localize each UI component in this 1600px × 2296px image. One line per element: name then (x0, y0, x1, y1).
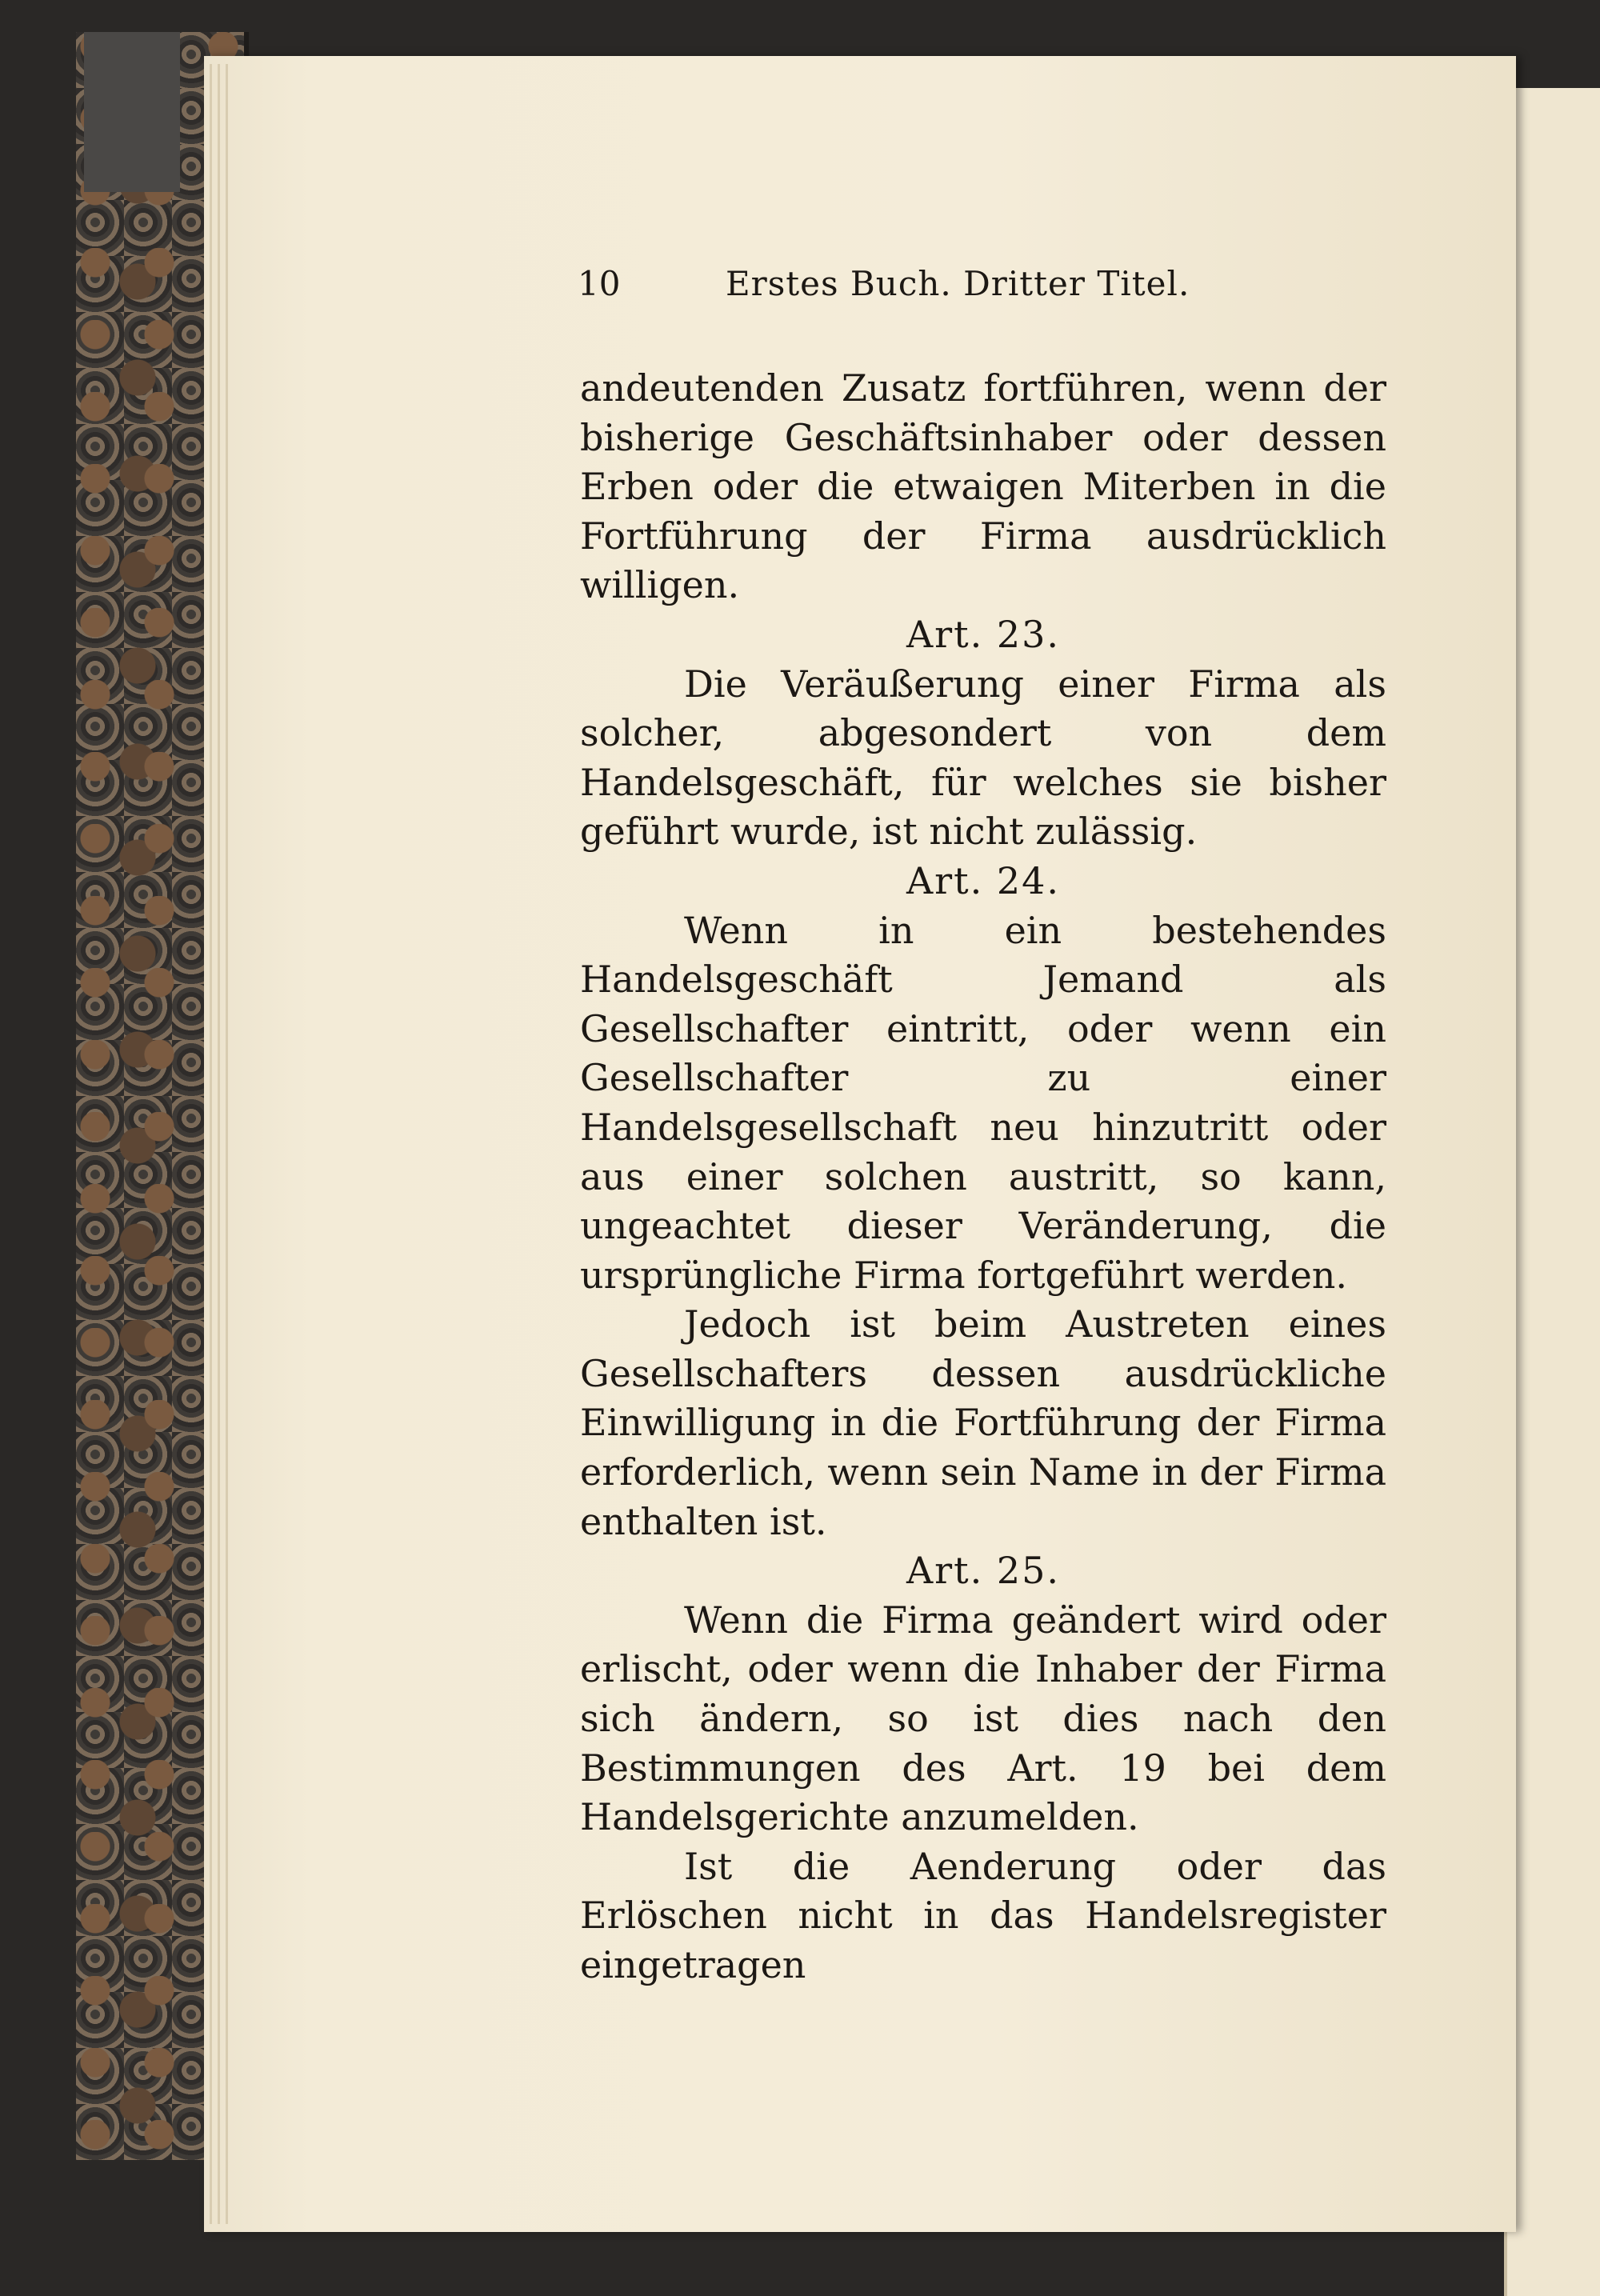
article-24-paragraph-2: Jedoch ist beim Austreten eines Gesellschafters dessen ausdrückliche Einwilligung in die Fortführung der Firma erforderlich, wenn sein Name in der Firma enthalten ist. (580, 1302, 1386, 1543)
running-title: Erstes Buch. Dritter Titel. (726, 264, 1190, 303)
article-24-paragraph-1: Wenn in ein bestehendes Handelsgeschäft Jemand als Gesellschafter eintritt, oder wenn ein Gesellschafter zu einer Handelsgesellschaft neu hinzutritt oder aus einer solchen austritt, so kann, ungeachtet dieser Veränderung, die ursprüngliche Firma fortgeführt werden. (580, 908, 1386, 1297)
article-23-heading: Art. 23. (906, 612, 1061, 656)
facing-page-edge (1504, 88, 1600, 2296)
page-number: 10 (578, 264, 621, 303)
page-stack-edge (226, 64, 228, 2224)
article-25-paragraph-1: Wenn die Firma geändert wird oder erlischt, oder wenn die Inhaber der Firma sich ändern, so ist dies nach den Bestimmungen des Art. 19 bei dem Handelsgerichte anzumelden. (580, 1598, 1386, 1839)
paragraph-continuation: andeutenden Zusatz fortführen, wenn der bisherige Geschäftsinhaber oder dessen Erben oder die etwaigen Miterben in die Fortführung der Firma ausdrücklich willigen. (580, 366, 1386, 607)
page-body-text (580, 364, 1386, 1990)
article-23-text: Die Veräußerung einer Firma als solcher, abgesondert von dem Handelsgeschäft, für welches sie bisher geführt wurde, ist nicht zulässig. (580, 662, 1386, 854)
book-spine-cloth (84, 32, 180, 192)
page-stack-edge (210, 64, 212, 2224)
article-25-heading: Art. 25. (906, 1549, 1061, 1593)
running-header (578, 264, 1218, 304)
page-stack-edge (218, 64, 220, 2224)
article-25-paragraph-2: Ist die Aenderung oder das Erlöschen nicht in das Handelsregister eingetragen (580, 1844, 1386, 1986)
article-24-heading: Art. 24. (906, 858, 1061, 902)
